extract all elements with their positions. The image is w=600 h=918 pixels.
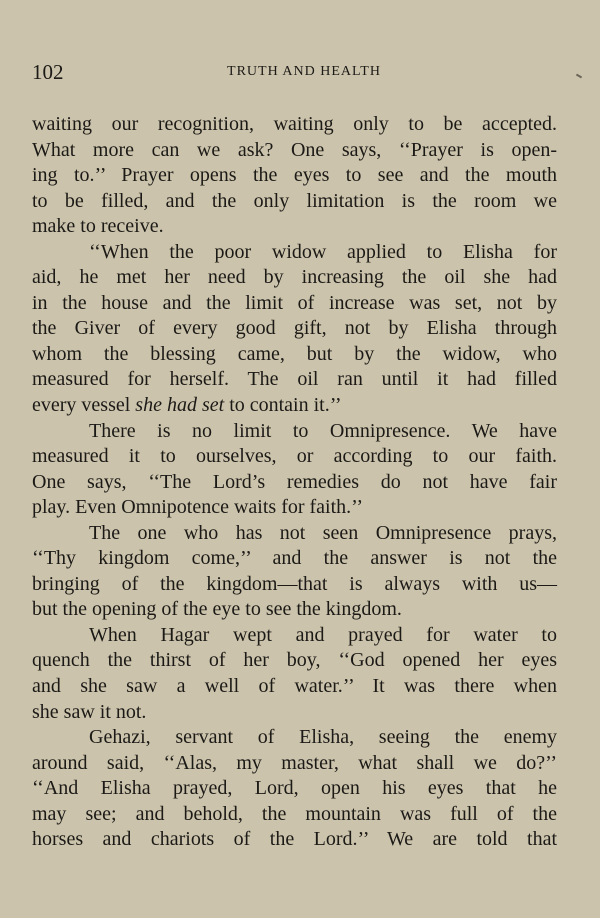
text-line: she saw it not. xyxy=(32,700,147,723)
italic-text: she had set xyxy=(135,394,225,417)
text-line: measured it to ourselves, or according to our faith. xyxy=(32,445,557,468)
body-text xyxy=(32,112,557,853)
text-line: bringing of the kingdom—that is always with us— xyxy=(32,572,557,595)
text-line: ing to.’’ Prayer opens the eyes to see and the mouth xyxy=(32,164,557,187)
text-segment: to contain it.’’ xyxy=(224,394,342,417)
text-segment: every vessel xyxy=(32,394,136,417)
text-line: The one who has not seen Omnipresence prays, xyxy=(89,521,557,544)
text-line: horses and chariots of the Lord.’’ We are told that xyxy=(32,828,557,851)
text-line: One says, ‘‘The Lord’s remedies do not have fair xyxy=(32,470,557,493)
text-line: the Giver of every good gift, not by Elisha through xyxy=(32,317,557,340)
text-line: whom the blessing came, but by the widow, who xyxy=(32,342,557,365)
text-line: measured for herself. The oil ran until it had filled xyxy=(32,368,557,391)
text-line: around said, ‘‘Alas, my master, what shall we do?’’ xyxy=(32,751,557,774)
text-line: What more can we ask? One says, ‘‘Prayer is open- xyxy=(32,138,557,161)
running-title: TRUTH AND HEALTH xyxy=(227,64,381,79)
text-line: but the opening of the eye to see the kingdom. xyxy=(32,598,402,621)
page-number: 102 xyxy=(32,60,64,84)
text-line: When Hagar wept and prayed for water to xyxy=(89,623,557,646)
text-line: ‘‘When the poor widow applied to Elisha for xyxy=(89,240,557,263)
text-line: Gehazi, servant of Elisha, seeing the enemy xyxy=(89,726,557,749)
text-line: play. Even Omnipotence waits for faith.’’ xyxy=(32,496,363,519)
text-line: to be filled, and the only limitation is the room we xyxy=(32,189,557,212)
text-line: and she saw a well of water.’’ It was there when xyxy=(32,675,557,698)
text-line: There is no limit to Omnipresence. We have xyxy=(89,419,557,442)
text-line: make to receive. xyxy=(32,215,164,238)
text-line: may see; and behold, the mountain was full of the xyxy=(32,802,557,825)
text-line: waiting our recognition, waiting only to be accepted. xyxy=(32,113,557,135)
text-line: quench the thirst of her boy, ‘‘God opened her eyes xyxy=(32,649,557,672)
text-line: ‘‘And Elisha prayed, Lord, open his eyes that he xyxy=(32,777,557,800)
text-line: ‘‘Thy kingdom come,’’ and the answer is not the xyxy=(32,547,557,570)
text-line: in the house and the limit of increase was set, not by xyxy=(32,291,557,314)
text-line xyxy=(32,393,557,419)
text-line: aid, he met her need by increasing the oil she had xyxy=(32,266,557,289)
